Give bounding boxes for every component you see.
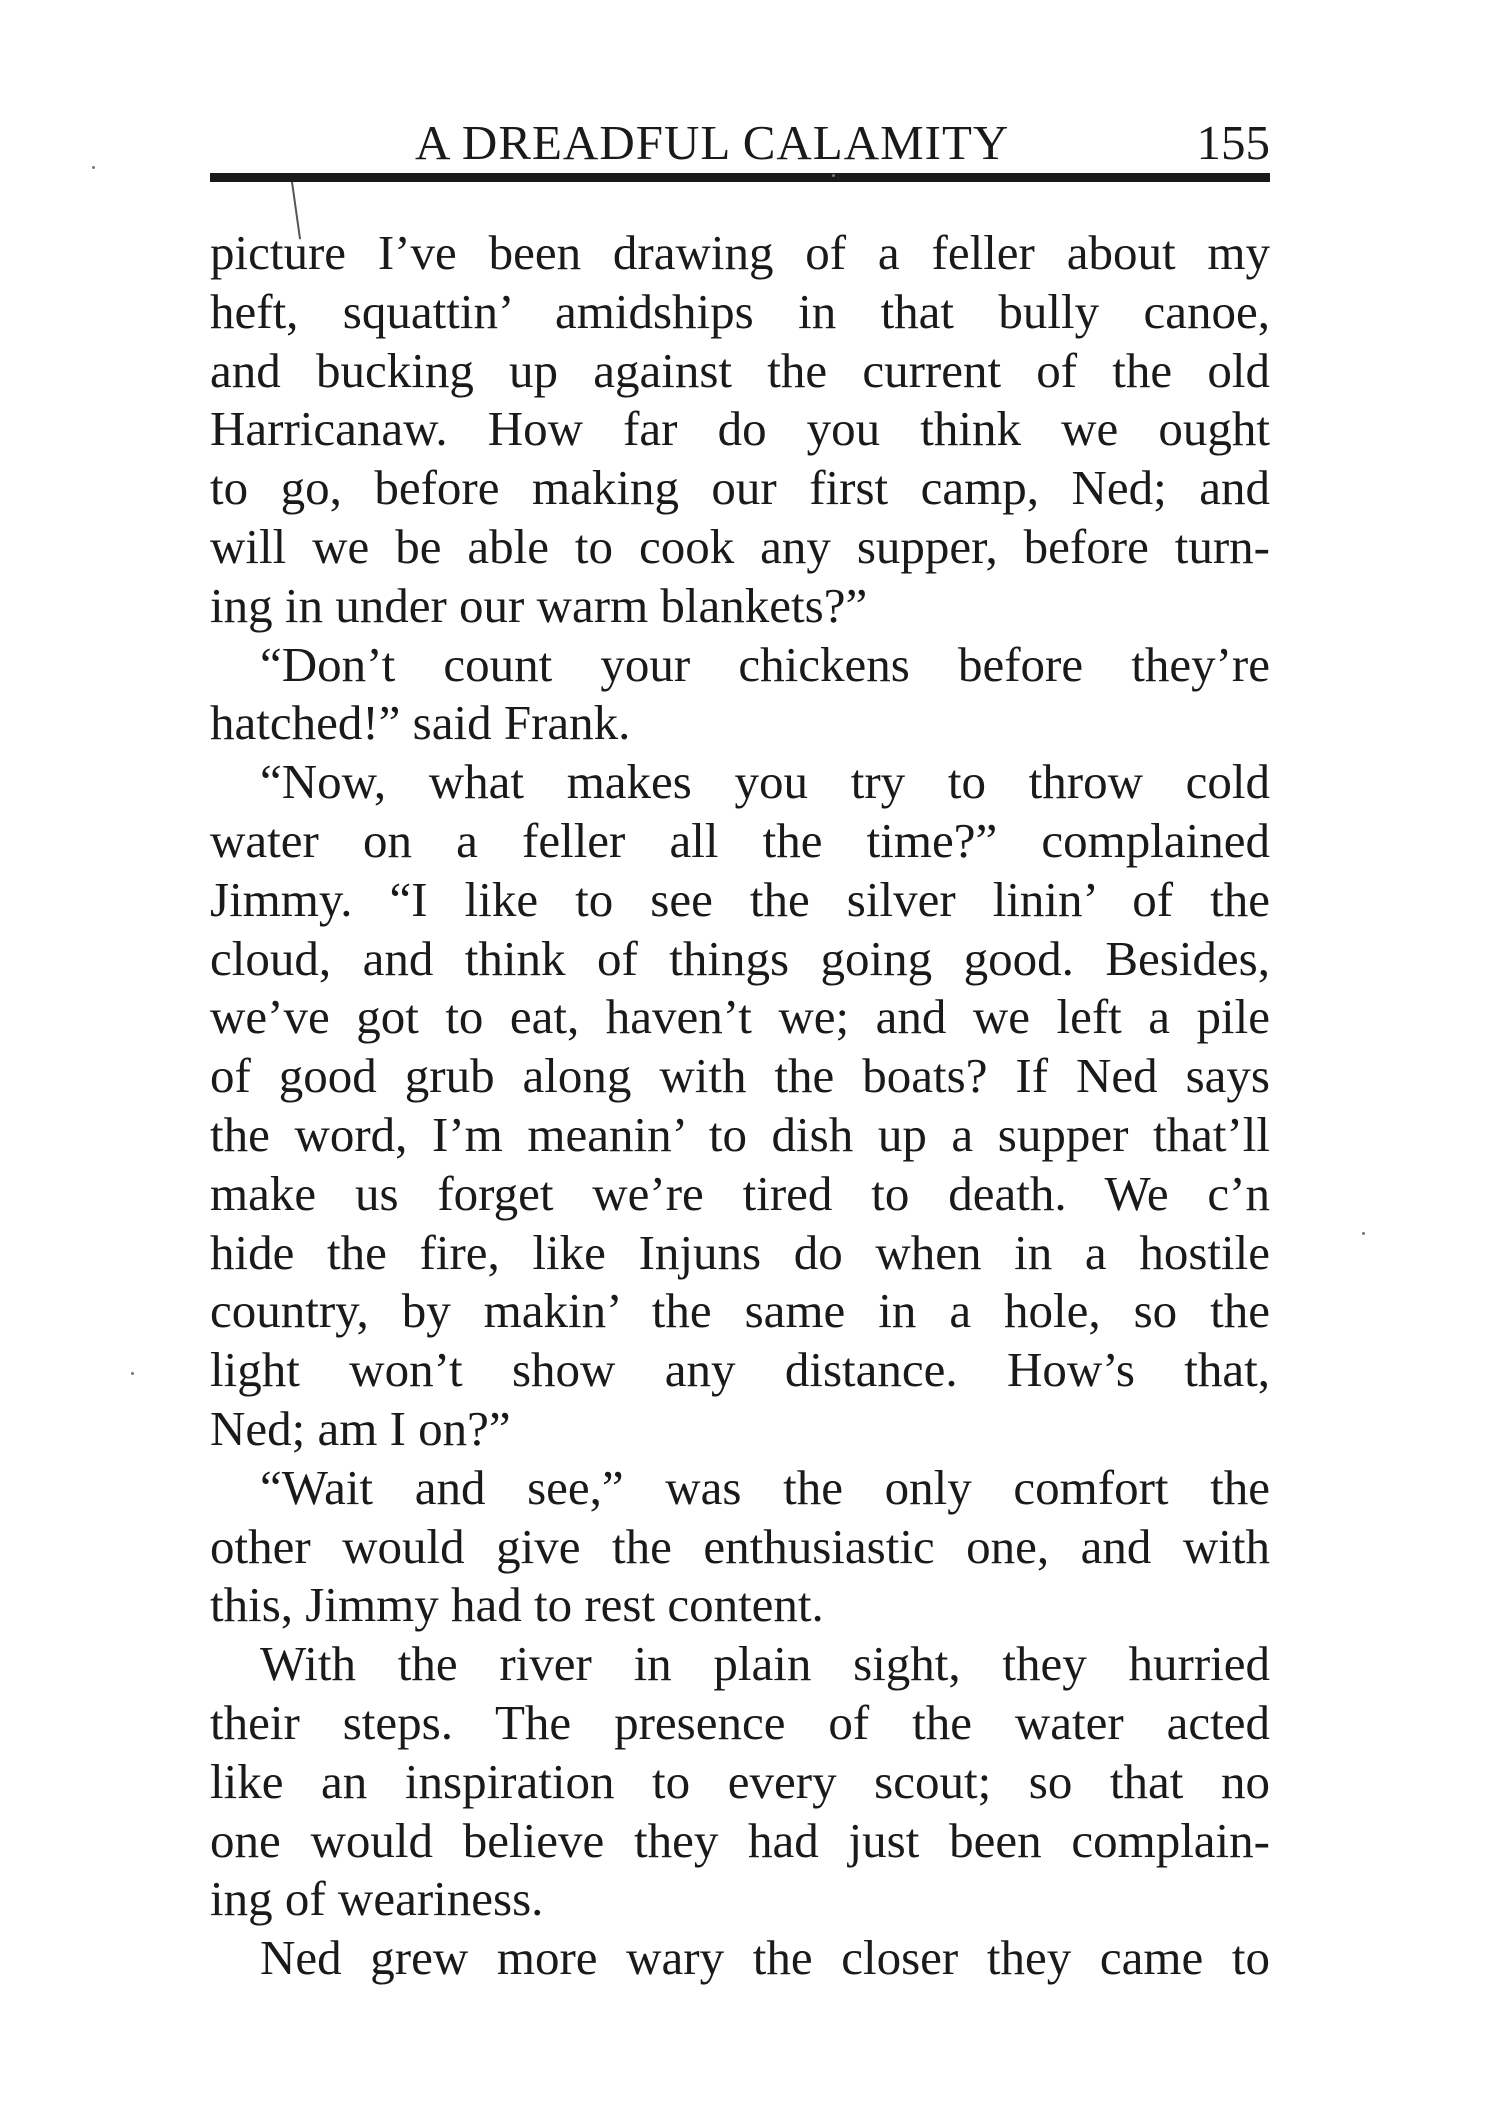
page-number: 155	[1196, 115, 1270, 170]
text-line: Jimmy. “I like to see the silver linin’ of the	[210, 871, 1270, 927]
running-head	[210, 112, 1270, 174]
text-line: light won’t show any distance. How’s that,	[210, 1342, 1270, 1398]
text-line: of good grub along with the boats? If Ned says	[210, 1048, 1270, 1104]
paragraph	[210, 753, 1270, 1459]
text-line: and bucking up against the current of the old	[210, 342, 1270, 398]
text-line: cloud, and think of things going good. Besides,	[210, 930, 1270, 986]
text-line: one would believe they had just been complain-	[210, 1812, 1270, 1868]
paragraph	[210, 1635, 1270, 1929]
running-title: A DREADFUL CALAMITY	[415, 115, 1010, 170]
paragraph	[210, 636, 1270, 754]
text-line: Ned grew more wary the closer they came to	[260, 1930, 1270, 1986]
text-line: the word, I’m meanin’ to dish up a supper that’ll	[210, 1106, 1270, 1162]
text-line: Harricanaw. How far do you think we ought	[210, 401, 1270, 457]
text-line: country, by makin’ the same in a hole, so the	[210, 1283, 1270, 1339]
text-line: “Wait and see,” was the only comfort the	[260, 1459, 1270, 1515]
text-line: ing of weariness.	[210, 1871, 544, 1927]
text-line: other would give the enthusiastic one, and with	[210, 1518, 1270, 1574]
paragraph	[210, 224, 1270, 636]
text-line: to go, before making our first camp, Ned; and	[210, 460, 1270, 516]
text-line: With the river in plain sight, they hurried	[260, 1636, 1270, 1692]
text-line: we’ve got to eat, haven’t we; and we left a pile	[210, 989, 1270, 1045]
paper-speck	[832, 174, 835, 177]
text-line: “Don’t count your chickens before they’re	[260, 636, 1270, 692]
paragraph	[210, 1929, 1270, 1988]
text-line: “Now, what makes you try to throw cold	[260, 754, 1270, 810]
paper-speck	[131, 1372, 134, 1375]
text-line: heft, squattin’ amidships in that bully canoe,	[210, 283, 1270, 339]
text-line: ing in under our warm blankets?”	[210, 577, 868, 633]
body-text	[210, 224, 1270, 1988]
paper-speck	[92, 166, 95, 169]
text-line: their steps. The presence of the water acted	[210, 1694, 1270, 1750]
text-line: water on a feller all the time?” complained	[210, 812, 1270, 868]
text-line: picture I’ve been drawing of a feller about my	[210, 225, 1270, 280]
paragraph	[210, 1459, 1270, 1635]
text-line: hatched!” said Frank.	[210, 695, 631, 751]
text-line: like an inspiration to every scout; so that no	[210, 1753, 1270, 1809]
text-line: hide the fire, like Injuns do when in a hostile	[210, 1224, 1270, 1280]
text-line: Ned; am I on?”	[210, 1400, 511, 1456]
text-line: this, Jimmy had to rest content.	[210, 1577, 824, 1633]
text-line: make us forget we’re tired to death. We c’n	[210, 1165, 1270, 1221]
header-rule	[210, 173, 1270, 182]
text-line: will we be able to cook any supper, before turn-	[210, 518, 1270, 574]
paper-speck	[1362, 1232, 1365, 1235]
